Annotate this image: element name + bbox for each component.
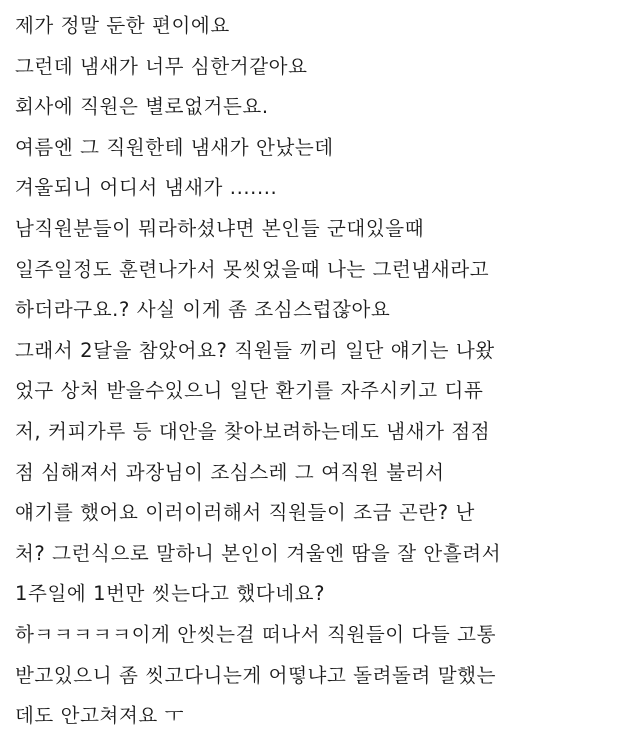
post-line-14: 처? 그런식으로 말하니 본인이 겨울엔 땀을 잘 안흘려서 bbox=[15, 541, 502, 565]
post-line-2: 그런데 냄새가 너무 심한거같아요 bbox=[15, 54, 308, 78]
post-line-17: 받고있으니 좀 씻고다니는게 어떻냐고 돌려돌려 말했는 bbox=[15, 663, 497, 687]
post-line-7: 일주일정도 훈련나가서 못씻었을때 나는 그런냄새라고 bbox=[15, 257, 490, 281]
post-body bbox=[15, 6, 615, 737]
post-line-6: 남직원분들이 뭐라하셨냐면 본인들 군대있을때 bbox=[15, 216, 425, 240]
post-line-8: 하더라구요.? 사실 이게 좀 조심스럽잖아요 bbox=[15, 298, 391, 322]
post-line-5: 겨울되니 어디서 냄새가 ....... bbox=[15, 176, 278, 200]
post-line-12: 점 심해져서 과장님이 조심스레 그 여직원 불러서 bbox=[15, 460, 445, 484]
post-line-9: 그래서 2달을 참았어요? 직원들 끼리 일단 얘기는 나왔 bbox=[15, 338, 495, 362]
post-line-10: 었구 상처 받을수있으니 일단 환기를 자주시키고 디퓨 bbox=[15, 379, 484, 403]
post-line-3: 회사에 직원은 별로없거든요. bbox=[15, 95, 269, 119]
post-line-15: 1주일에 1번만 씻는다고 했다네요? bbox=[15, 582, 326, 606]
post-line-1: 제가 정말 둔한 편이에요 bbox=[15, 14, 230, 37]
post-line-13: 얘기를 했어요 이러이러해서 직원들이 조금 곤란? 난 bbox=[15, 501, 475, 525]
post-line-11: 저, 커피가루 등 대안을 찾아보려하는데도 냄새가 점점 bbox=[15, 419, 491, 443]
post-line-18: 데도 안고쳐져요 ㅜ bbox=[15, 704, 185, 728]
post-line-4: 여름엔 그 직원한테 냄새가 안났는데 bbox=[15, 135, 334, 159]
post-line-16: 하ㅋㅋㅋㅋㅋ이게 안씻는걸 떠나서 직원들이 다들 고통 bbox=[15, 622, 497, 646]
